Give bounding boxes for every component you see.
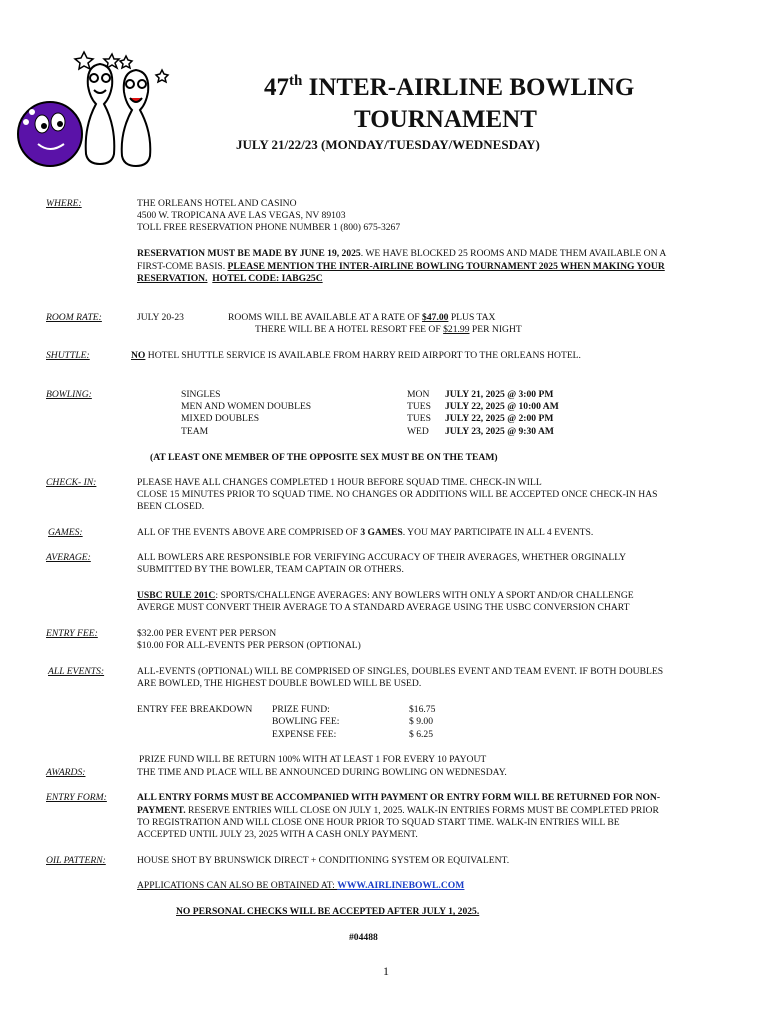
event-name: MEN AND WOMEN DOUBLES bbox=[181, 401, 312, 412]
average-line2: SUBMITTED BY THE BOWLER, TEAM CAPTAIN OR OTHERS. bbox=[137, 564, 404, 575]
bowling-ball-icon bbox=[18, 102, 82, 166]
breakdown-amount: $ 9.00 bbox=[409, 716, 433, 727]
checkin-line3: BEEN CLOSED. bbox=[137, 501, 205, 512]
awards-label: AWARDS: bbox=[46, 767, 86, 778]
oil-pattern-text: HOUSE SHOT BY BRUNSWICK DIRECT + CONDITIONING SYSTEM OR EQUIVALENT. bbox=[137, 855, 510, 866]
event-name: SINGLES bbox=[181, 389, 221, 400]
breakdown-item: EXPENSE FEE: bbox=[272, 729, 337, 740]
reservation-line1: RESERVATION MUST BE MADE BY JUNE 19, 2025. WE HAVE BLOCKED 25 ROOMS AND MADE THEM AVAILABLE ON A bbox=[137, 248, 667, 259]
breakdown-item: PRIZE FUND: bbox=[272, 704, 330, 715]
reservation-line2: FIRST-COME BASIS. PLEASE MENTION THE INTER-AIRLINE BOWLING TOURNAMENT 2025 WHEN MAKING YOUR bbox=[137, 261, 665, 272]
event-name: MIXED DOUBLES bbox=[181, 413, 260, 424]
hotel-name: THE ORLEANS HOTEL AND CASINO bbox=[137, 198, 297, 209]
shuttle-label: SHUTTLE: bbox=[46, 350, 90, 361]
event-time: JULY 22, 2025 @ 10:00 AM bbox=[445, 401, 559, 412]
event-time: JULY 22, 2025 @ 2:00 PM bbox=[445, 413, 554, 424]
page-number: 1 bbox=[383, 964, 389, 978]
entry-form-line3: TO REGISTRATION AND WILL CLOSE ONE HOUR PRIOR TO SQUAD START TIME. WALK-IN ENTRIES WILL BE bbox=[137, 817, 620, 828]
event-day: TUES bbox=[407, 401, 431, 412]
applications-line: APPLICATIONS CAN ALSO BE OBTAINED AT: WWW.AIRLINEBOWL.COM bbox=[137, 880, 465, 891]
room-rate-line: ROOMS WILL BE AVAILABLE AT A RATE OF $47.00 PLUS TAX bbox=[228, 312, 496, 323]
event-name: TEAM bbox=[181, 426, 209, 437]
entry-form-line2: PAYMENT. RESERVE ENTRIES WILL CLOSE ON JULY 1, 2025. WALK-IN ENTRIES FORMS MUST BE COMPLETED PRIOR bbox=[137, 805, 659, 816]
awards-text: THE TIME AND PLACE WILL BE ANNOUNCED DURING BOWLING ON WEDNESDAY. bbox=[137, 767, 507, 778]
prize-fund-line: PRIZE FUND WILL BE RETURN 100% WITH AT LEAST 1 FOR EVERY 10 PAYOUT bbox=[139, 754, 487, 765]
team-note: (AT LEAST ONE MEMBER OF THE OPPOSITE SEX MUST BE ON THE TEAM) bbox=[150, 452, 498, 463]
average-line1: ALL BOWLERS ARE RESPONSIBLE FOR VERIFYING ACCURACY OF THEIR AVERAGES, WHETHER ORGINALLY bbox=[137, 552, 627, 563]
average-label: AVERAGE: bbox=[46, 552, 91, 563]
event-day: TUES bbox=[407, 413, 431, 424]
room-rate-label: ROOM RATE: bbox=[46, 312, 102, 323]
bowling-pin-icon bbox=[86, 64, 115, 164]
no-checks-notice: NO PERSONAL CHECKS WILL BE ACCEPTED AFTER JULY 1, 2025. bbox=[176, 906, 480, 917]
entry-form-line1: ALL ENTRY FORMS MUST BE ACCOMPANIED WITH PAYMENT OR ENTRY FORM WILL BE RETURNED FOR NON- bbox=[137, 792, 661, 803]
event-day: MON bbox=[407, 389, 430, 400]
resort-fee-line: THERE WILL BE A HOTEL RESORT FEE OF $21.99 PER NIGHT bbox=[255, 324, 522, 335]
entry-fee-line1: $32.00 PER EVENT PER PERSON bbox=[137, 628, 277, 639]
website-link[interactable]: WWW.AIRLINEBOWL.COM bbox=[337, 880, 465, 891]
entry-form-line4: ACCEPTED UNTIL JULY 23, 2025 WITH A CASH ONLY PAYMENT. bbox=[137, 829, 418, 840]
where-label: WHERE: bbox=[46, 198, 82, 209]
event-time: JULY 23, 2025 @ 9:30 AM bbox=[445, 426, 554, 437]
reservation-line3: RESERVATION. HOTEL CODE: IABG25C bbox=[137, 273, 323, 284]
event-day: WED bbox=[407, 426, 429, 437]
fee-breakdown-title: ENTRY FEE BREAKDOWN bbox=[137, 704, 253, 715]
page-title-line2: TOURNAMENT bbox=[354, 106, 537, 133]
all-events-line2: ARE BOWLED, THE HIGHEST DOUBLE BOWLED WILL BE USED. bbox=[137, 678, 422, 689]
page-title: 47th INTER-AIRLINE BOWLING bbox=[264, 73, 635, 101]
entry-fee-label: ENTRY FEE: bbox=[46, 628, 98, 639]
bowling-label: BOWLING: bbox=[46, 389, 92, 400]
bowling-pin-icon bbox=[122, 70, 151, 166]
usbc-rule-line1: USBC RULE 201C: SPORTS/CHALLENGE AVERAGES: ANY BOWLERS WITH ONLY A SPORT AND/OR CHALLENGE bbox=[137, 590, 634, 601]
games-label: GAMES: bbox=[48, 527, 83, 538]
all-events-line1: ALL-EVENTS (OPTIONAL) WILL BE COMPRISED OF SINGLES, DOUBLES EVENT AND TEAM EVENT. IF BOTH DOUBLES bbox=[137, 666, 664, 677]
event-time: JULY 21, 2025 @ 3:00 PM bbox=[445, 389, 554, 400]
checkin-line2: CLOSE 15 MINUTES PRIOR TO SQUAD TIME. NO CHANGES OR ADDITIONS WILL BE ACCEPTED ONCE CHECK-IN HAS bbox=[137, 489, 658, 500]
entry-form-label: ENTRY FORM: bbox=[46, 792, 107, 803]
hotel-address: 4500 W. TROPICANA AVE LAS VEGAS, NV 89103 bbox=[137, 210, 346, 221]
shuttle-text: NO HOTEL SHUTTLE SERVICE IS AVAILABLE FROM HARRY REID AIRPORT TO THE ORLEANS HOTEL. bbox=[131, 350, 581, 361]
games-text: ALL OF THE EVENTS ABOVE ARE COMPRISED OF 3 GAMES. YOU MAY PARTICIPATE IN ALL 4 EVENTS. bbox=[137, 527, 594, 538]
checkin-line1: PLEASE HAVE ALL CHANGES COMPLETED 1 HOUR BEFORE SQUAD TIME. CHECK-IN WILL bbox=[137, 477, 542, 488]
all-events-label: ALL EVENTS: bbox=[48, 666, 105, 677]
breakdown-amount: $ 6.25 bbox=[409, 729, 433, 740]
usbc-rule-line2: AVERGE MUST CONVERT THEIR AVERAGE TO A STANDARD AVERAGE USING THE USBC CONVERSION CHART bbox=[137, 602, 630, 613]
breakdown-amount: $16.75 bbox=[409, 704, 436, 715]
bowling-clipart bbox=[12, 42, 182, 172]
entry-fee-line2: $10.00 FOR ALL-EVENTS PER PERSON (OPTIONAL) bbox=[137, 640, 361, 651]
room-dates: JULY 20-23 bbox=[137, 312, 184, 323]
tournament-dates: JULY 21/22/23 (MONDAY/TUESDAY/WEDNESDAY) bbox=[236, 137, 540, 152]
oil-pattern-label: OIL PATTERN: bbox=[46, 855, 106, 866]
checkin-label: CHECK- IN: bbox=[46, 477, 97, 488]
hotel-phone: TOLL FREE RESERVATION PHONE NUMBER 1 (800) 675-3267 bbox=[137, 222, 401, 233]
form-code: #04488 bbox=[349, 932, 378, 943]
breakdown-item: BOWLING FEE: bbox=[272, 716, 340, 727]
